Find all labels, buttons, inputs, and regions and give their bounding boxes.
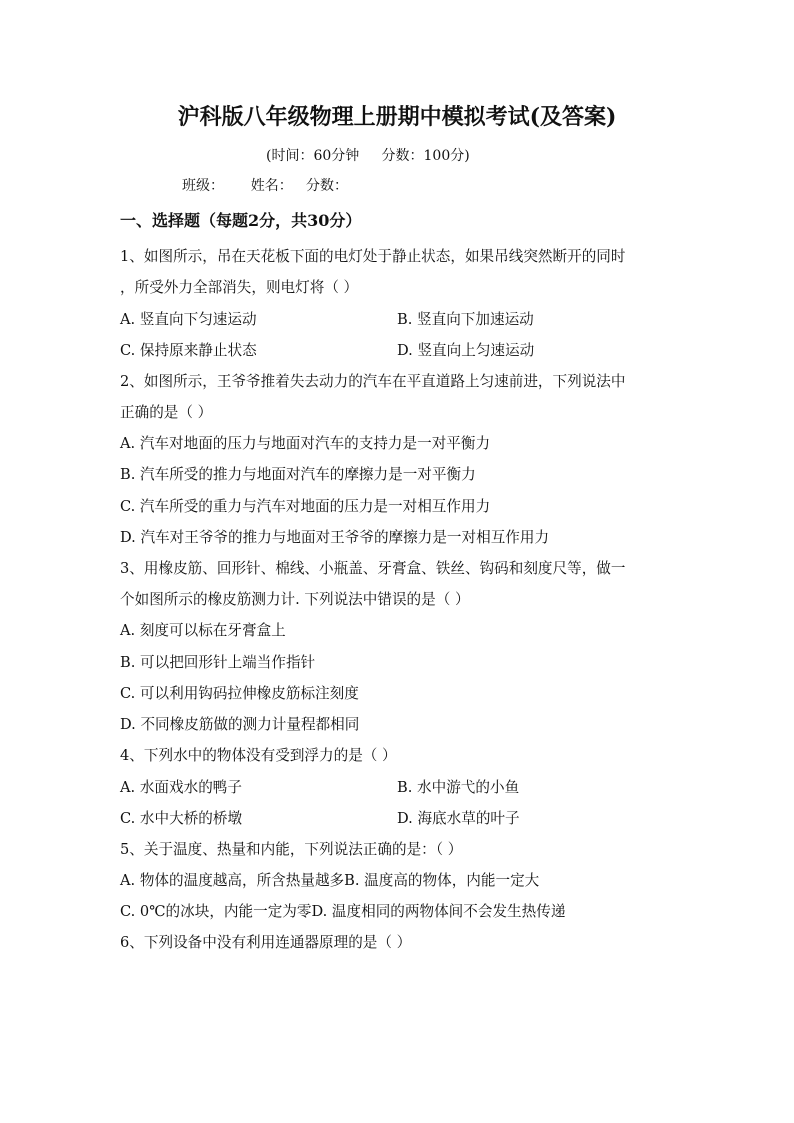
- student-info-line: 班级： 姓名： 分数：: [182, 178, 349, 194]
- question-text: 1、如图所示，吊在天花板下面的电灯处于静止状态，如果吊线突然断开的同时: [120, 248, 626, 265]
- question-text: 6、下列设备中没有利用连通器原理的是（ ）: [120, 934, 412, 951]
- answer-option: D. 竖直向上匀速运动: [397, 342, 535, 359]
- question-text: 正确的是（ ）: [120, 404, 213, 421]
- question-text: 个如图所示的橡皮筋测力计. 下列说法中错误的是（ ）: [120, 591, 470, 608]
- question-text: 4、下列水中的物体没有受到浮力的是（ ）: [120, 747, 397, 764]
- question-text: 3、用橡皮筋、回形针、棉线、小瓶盖、牙膏盒、铁丝、钩码和刻度尺等，做一: [120, 560, 626, 577]
- answer-option: A. 刻度可以标在牙膏盒上: [120, 622, 286, 639]
- answer-option: D. 汽车对王爷爷的推力与地面对王爷爷的摩擦力是一对相互作用力: [120, 529, 550, 546]
- answer-option: C. 0℃的冰块，内能一定为零D. 温度相同的两物体间不会发生热传递: [120, 903, 566, 920]
- answer-option: A. 物体的温度越高，所含热量越多B. 温度高的物体，内能一定大: [120, 872, 540, 889]
- question-text: 5、关于温度、热量和内能，下列说法正确的是：（ ）: [120, 841, 463, 858]
- answer-option: A. 汽车对地面的压力与地面对汽车的支持力是一对平衡力: [120, 435, 491, 452]
- answer-option: B. 竖直向下加速运动: [397, 311, 534, 328]
- question-text: ，所受外力全部消失，则电灯将（ ）: [120, 279, 359, 296]
- page-title: 沪科版八年级物理上册期中模拟考试(及答案): [177, 104, 617, 130]
- answer-option: D. 不同橡皮筋做的测力计量程都相同: [120, 716, 360, 733]
- answer-option: A. 水面戏水的鸭子: [120, 779, 242, 796]
- exam-time-score: (时间：60分钟 分数：100分): [266, 148, 470, 164]
- answer-option: B. 汽车所受的推力与地面对汽车的摩擦力是一对平衡力: [120, 466, 476, 483]
- question-text: 2、如图所示，王爷爷推着失去动力的汽车在平直道路上匀速前进，下列说法中: [120, 373, 626, 390]
- answer-option: B. 可以把回形针上端当作指针: [120, 654, 316, 671]
- answer-option: C. 汽车所受的重力与汽车对地面的压力是一对相互作用力: [120, 498, 491, 515]
- answer-option: B. 水中游弋的小鱼: [397, 779, 520, 796]
- answer-option: C. 保持原来静止状态: [120, 342, 257, 359]
- section-heading: 一、选择题（每题2分，共30分）: [120, 211, 362, 230]
- answer-option: A. 竖直向下匀速运动: [120, 311, 257, 328]
- answer-option: C. 可以利用钩码拉伸橡皮筋标注刻度: [120, 685, 359, 702]
- answer-option: D. 海底水草的叶子: [397, 810, 520, 827]
- answer-option: C. 水中大桥的桥墩: [120, 810, 243, 827]
